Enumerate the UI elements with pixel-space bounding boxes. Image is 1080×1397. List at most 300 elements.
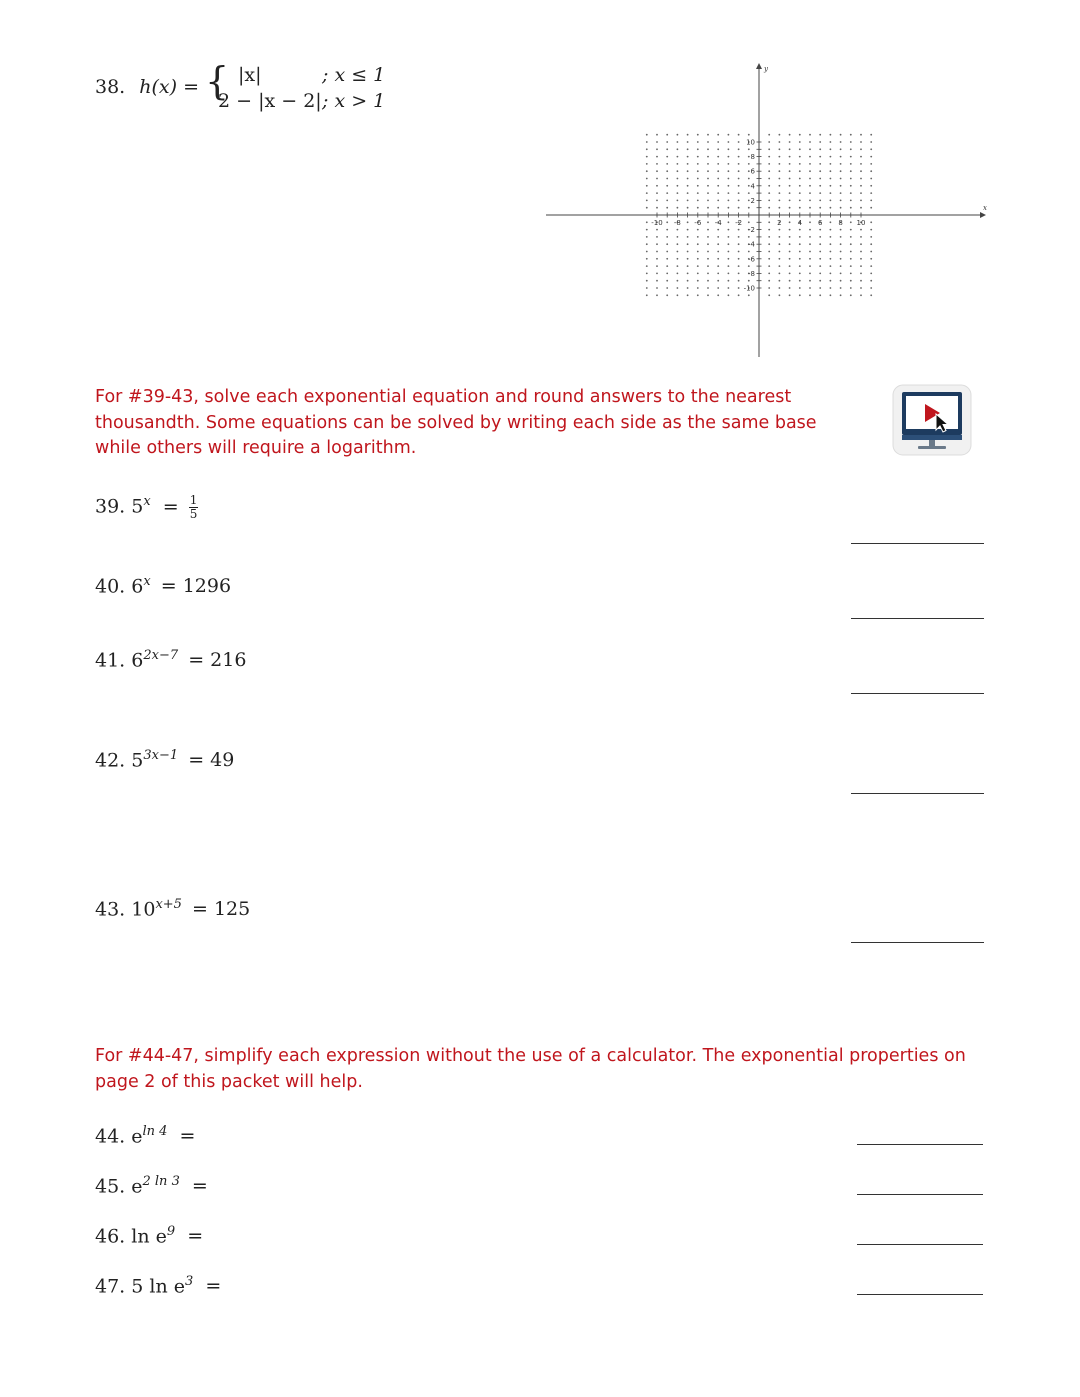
grid-dot [768,192,770,194]
grid-dot [677,170,679,172]
grid-dot [707,185,709,187]
grid-dot [768,265,770,267]
grid-dot [687,163,689,165]
x-tick-label: -2 [735,219,743,227]
grid-dot [840,148,842,150]
grid-dot [789,265,791,267]
problem-45 [95,1174,208,1197]
grid-dot [850,148,852,150]
grid-dot [819,178,821,180]
grid-dot [860,207,862,209]
grid-dot [789,258,791,260]
grid-dot [687,134,689,136]
grid-dot [870,258,872,260]
grid-dot [809,287,811,289]
answer-line-43[interactable] [851,942,984,943]
grid-dot [656,200,658,202]
grid-dot [809,170,811,172]
grid-dot [840,273,842,275]
grid-dot [717,192,719,194]
grid-dot [717,243,719,245]
grid-dot [768,163,770,165]
fraction-denominator: 5 [189,507,198,521]
grid-dot [830,207,832,209]
grid-dot [656,170,658,172]
grid-dot [809,207,811,209]
grid-dot [728,192,730,194]
grid-dot [840,265,842,267]
grid-dot [799,229,801,231]
grid-dot [666,265,668,267]
grid-dot [707,243,709,245]
x-tick-label: 4 [797,219,803,227]
problem-46-equals: = [187,1225,204,1248]
grid-dot [748,170,750,172]
grid-dot [687,258,689,260]
grid-dot [819,163,821,165]
grid-dot [768,236,770,238]
x-tick-label: -10 [651,219,663,227]
coordinate-grid[interactable] [540,55,990,365]
grid-dot [717,178,719,180]
grid-dot [697,185,699,187]
grid-dot [728,280,730,282]
grid-dot [738,200,740,202]
grid-dot [687,287,689,289]
grid-dot [646,229,648,231]
grid-dot [717,258,719,260]
grid-dot [717,207,719,209]
case-2-expression: 2 − |x − 2| [218,90,322,112]
grid-dot [779,280,781,282]
grid-dot [779,273,781,275]
grid-dot [717,236,719,238]
answer-line-46[interactable] [857,1244,983,1245]
grid-dot [860,156,862,158]
grid-dot [850,294,852,296]
grid-dot [666,134,668,136]
grid-dot [789,287,791,289]
grid-dot [779,258,781,260]
function-lhs: h(x) = [139,76,200,98]
problem-42-base: 42. 5 [95,749,144,772]
grid-dot [789,294,791,296]
grid-dot [738,178,740,180]
x-tick-label: 10 [856,219,866,227]
grid-dot [656,243,658,245]
grid-dot [840,287,842,289]
grid-dot [789,243,791,245]
grid-dot [819,280,821,282]
grid-dot [748,148,750,150]
x-tick-label: 8 [838,219,843,227]
grid-dot [870,243,872,245]
grid-dot [830,192,832,194]
grid-dot [779,207,781,209]
grid-dot [677,192,679,194]
grid-dot [779,287,781,289]
grid-dot [840,207,842,209]
problem-45-exponent: 2 ln 3 [142,1174,180,1189]
grid-dot [819,148,821,150]
grid-dot [779,134,781,136]
grid-dot [677,207,679,209]
grid-dot [830,185,832,187]
grid-dot [830,148,832,150]
grid-dot [860,287,862,289]
grid-dot [687,265,689,267]
grid-dot [819,265,821,267]
grid-dot [789,134,791,136]
grid-dot [809,156,811,158]
grid-dot [799,192,801,194]
grid-dot [850,287,852,289]
grid-dot [717,251,719,253]
grid-dot [717,200,719,202]
grid-dot [677,185,679,187]
grid-dot [850,273,852,275]
grid-dot [687,200,689,202]
problem-43-base: 43. 10 [95,898,156,921]
y-tick-label: 8 [750,153,755,162]
grid-dot [768,207,770,209]
grid-dot [748,207,750,209]
grid-dot [819,273,821,275]
grid-dot [799,251,801,253]
grid-dot [666,236,668,238]
grid-dot [768,229,770,231]
problem-43-rhs: = 125 [191,898,251,921]
grid-dot [717,287,719,289]
grid-dot [809,280,811,282]
grid-dot [677,273,679,275]
grid-dot [646,200,648,202]
grid-dot [809,273,811,275]
grid-dot [728,251,730,253]
grid-dot [728,185,730,187]
grid-dot [697,148,699,150]
grid-dot [870,273,872,275]
grid-dot [677,134,679,136]
problem-39 [95,494,198,521]
grid-dot [809,243,811,245]
grid-dot [850,156,852,158]
grid-dot [697,258,699,260]
answer-line-39[interactable] [851,543,984,544]
grid-dot [748,134,750,136]
problem-46 [95,1224,203,1247]
grid-dot [779,265,781,267]
grid-dot [677,287,679,289]
grid-dot [677,229,679,231]
grid-dot [707,294,709,296]
grid-dot [860,185,862,187]
grid-dot [840,192,842,194]
grid-dot [677,200,679,202]
grid-dot [646,148,648,150]
grid-dot [870,148,872,150]
video-monitor-icon[interactable] [892,384,972,456]
grid-dot [646,236,648,238]
grid-dot [789,251,791,253]
grid-dot [717,134,719,136]
grid-dot [840,170,842,172]
problem-46-exponent: 9 [166,1224,176,1239]
grid-dot [646,287,648,289]
answer-line-42[interactable] [851,793,984,794]
grid-dot [677,141,679,143]
grid-dot [809,192,811,194]
grid-dot [768,243,770,245]
grid-dot [666,243,668,245]
grid-dot [870,207,872,209]
grid-dot [860,243,862,245]
grid-dot [799,163,801,165]
grid-dot [707,134,709,136]
grid-dot [687,251,689,253]
grid-dot [779,170,781,172]
grid-dot [779,192,781,194]
grid-dot [738,156,740,158]
grid-dot [870,134,872,136]
grid-dot [870,170,872,172]
grid-dot [707,192,709,194]
grid-dot [656,156,658,158]
grid-dot [768,221,770,223]
grid-dot [850,258,852,260]
grid-dot [687,185,689,187]
grid-dot [728,243,730,245]
x-tick-label: 2 [777,219,782,227]
grid-dot [656,258,658,260]
y-tick-label: 6 [750,167,755,176]
grid-dot [860,251,862,253]
grid-dot [809,134,811,136]
grid-dot [728,163,730,165]
grid-dot [656,294,658,296]
grid-dot [830,265,832,267]
grid-dot [666,163,668,165]
grid-dot [799,207,801,209]
grid-dot [850,141,852,143]
grid-dot [840,163,842,165]
grid-dot [677,236,679,238]
grid-dot [728,287,730,289]
instructions-39-43: For #39-43, solve each exponential equation and round answers to the nearest thousandth. Some equations can be solved by writing each side as the same base while others will require a logarithm. [95,387,817,458]
grid-dot [860,148,862,150]
grid-dot [697,236,699,238]
grid-dot [789,163,791,165]
grid-dot [809,236,811,238]
grid-dot [717,294,719,296]
grid-dot [840,185,842,187]
answer-line-41[interactable] [851,693,984,694]
grid-dot [768,258,770,260]
grid-dot [799,178,801,180]
grid-dot [666,192,668,194]
problem-45-base: 45. e [95,1175,143,1198]
case-2-condition: ; x > 1 [322,90,386,112]
grid-dot [728,156,730,158]
grid-dot [779,156,781,158]
grid-dot [728,170,730,172]
grid-dot [779,141,781,143]
grid-dot [860,170,862,172]
grid-dot [707,258,709,260]
grid-dot [819,294,821,296]
problem-44 [95,1124,195,1147]
grid-dot [850,207,852,209]
grid-dot [666,287,668,289]
grid-dot [768,287,770,289]
problem-43-exponent: x+5 [155,897,182,912]
grid-dot [830,236,832,238]
y-tick-label: -6 [748,255,755,264]
grid-dot [717,265,719,267]
grid-dot [728,265,730,267]
grid-dot [870,236,872,238]
problem-42-exponent: 3x−1 [143,748,179,763]
grid-dot [717,280,719,282]
grid-dot [748,163,750,165]
grid-dot [819,287,821,289]
grid-dot [850,185,852,187]
grid-dot [799,185,801,187]
grid-dot [850,243,852,245]
grid-dot [646,192,648,194]
grid-dot [687,178,689,180]
grid-dot [850,221,852,223]
grid-dot [799,134,801,136]
grid-dot [819,156,821,158]
grid-dot [717,141,719,143]
grid-dot [789,185,791,187]
grid-dot [860,192,862,194]
x-axis-arrow [980,212,986,218]
grid-dot [870,251,872,253]
grid-dot [728,134,730,136]
grid-dot [870,200,872,202]
grid-dot [677,243,679,245]
x-tick-label: -8 [673,219,681,227]
answer-line-40[interactable] [851,618,984,619]
problem-46-base: 46. ln e [95,1225,167,1248]
x-tick-label: -4 [714,219,722,227]
grid-dot [697,200,699,202]
answer-line-45[interactable] [857,1194,983,1195]
grid-dot [799,170,801,172]
grid-dot [840,294,842,296]
grid-dot [697,287,699,289]
grid-dot [707,141,709,143]
grid-dot [738,273,740,275]
grid-dot [799,243,801,245]
y-tick-label: 4 [750,182,755,191]
grid-dot [748,185,750,187]
grid-dot [738,287,740,289]
answer-line-47[interactable] [857,1294,983,1295]
grid-dot [860,265,862,267]
grid-dot [840,200,842,202]
grid-dot [789,221,791,223]
grid-dot [840,236,842,238]
grid-dot [860,258,862,260]
grid-dot [768,141,770,143]
y-tick-label: 2 [750,196,755,205]
grid-dot [717,163,719,165]
grid-dot [646,294,648,296]
grid-dot [656,251,658,253]
grid-dot [666,229,668,231]
grid-dot [707,200,709,202]
grid-dot [646,280,648,282]
grid-dot [656,229,658,231]
grid-dot [677,294,679,296]
grid-dot [779,185,781,187]
grid-dot [697,280,699,282]
grid-dot [677,148,679,150]
grid-dot [870,221,872,223]
grid-dot [830,229,832,231]
grid-dot [646,185,648,187]
grid-dot [819,134,821,136]
grid-dot [738,134,740,136]
grid-dot [687,294,689,296]
grid-dot [728,148,730,150]
grid-dot [870,178,872,180]
grid-dot [809,200,811,202]
grid-dot [666,207,668,209]
grid-dot [677,258,679,260]
problem-41-rhs: = 216 [188,649,247,672]
grid-dot [850,192,852,194]
grid-dot [870,185,872,187]
grid-dot [646,163,648,165]
answer-line-44[interactable] [857,1144,983,1145]
grid-dot [646,134,648,136]
y-tick-label: 10 [746,138,755,147]
grid-dot [819,192,821,194]
grid-dot [748,236,750,238]
grid-dot [768,185,770,187]
grid-dot [870,265,872,267]
grid-dot [728,273,730,275]
grid-dot [850,280,852,282]
grid-dot [728,236,730,238]
grid-dot [656,134,658,136]
grid-dot [819,251,821,253]
grid-dot [738,236,740,238]
grid-dot [799,273,801,275]
grid-dot [779,178,781,180]
grid-dot [707,273,709,275]
grid-dot [707,265,709,267]
grid-dot [687,156,689,158]
grid-dot [819,236,821,238]
grid-dot [860,134,862,136]
grid-dot [697,192,699,194]
grid-dot [656,287,658,289]
grid-dot [697,156,699,158]
grid-dot [789,273,791,275]
grid-dot [799,148,801,150]
grid-dot [870,280,872,282]
grid-dot [707,148,709,150]
grid-dot [687,148,689,150]
problem-41 [95,648,246,671]
grid-dot [646,243,648,245]
grid-dot [799,236,801,238]
